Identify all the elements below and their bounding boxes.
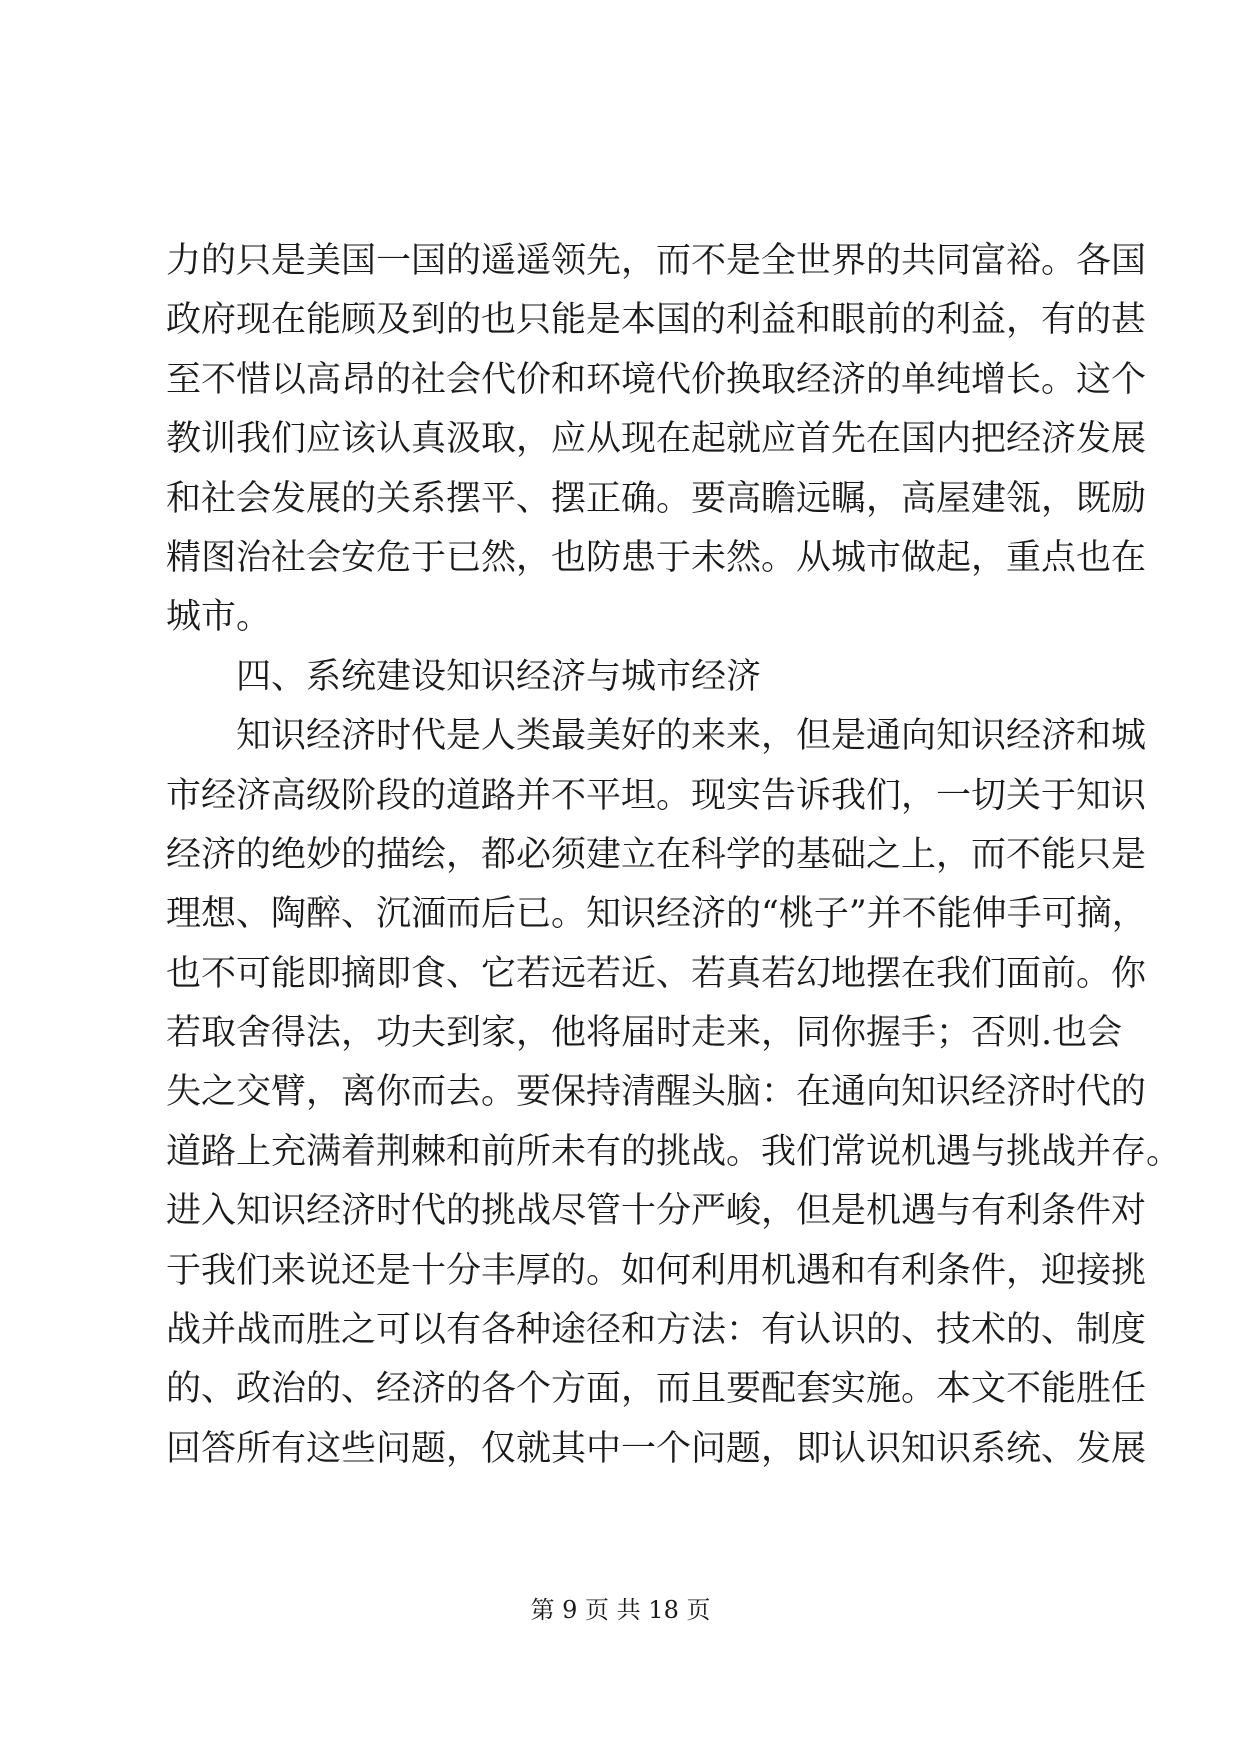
text-line: 力的只是美国一国的遥遥领先，而不是全世界的共同富裕。各国 <box>166 241 1147 281</box>
text-line: 若取舍得法，功夫到家，他将届时走来，同你握手；否则.也会 <box>166 1013 1123 1054</box>
text-line: 进入知识经济时代的挑战尽管十分严峻，但是机遇与有利条件对 <box>166 1191 1147 1232</box>
page-footer: 第 9 页 共 18 页 <box>530 1596 711 1624</box>
text-line: 教训我们应该认真汲取，应从现在起就应首先在国内把经济发展 <box>166 419 1147 460</box>
body-text <box>166 232 1182 1479</box>
text-line: 政府现在能顾及到的也只能是本国的利益和眼前的利益，有的甚 <box>166 300 1147 341</box>
text-line: 城市。 <box>166 597 272 638</box>
text-line: 和社会发展的关系摆平、摆正确。要高瞻远瞩，高屋建瓴，既励 <box>166 478 1147 519</box>
text-line: 回答所有这些问题，仅就其中一个问题，即认识知识系统、发展 <box>166 1428 1147 1469</box>
text-line: 于我们来说还是十分丰厚的。如何利用机遇和有利条件，迎接挑 <box>166 1250 1147 1291</box>
section-heading: 四、系统建设知识经济与城市经济 <box>236 656 762 697</box>
text-line: 也不可能即摘即食、它若远若近、若真若幻地摆在我们面前。你 <box>166 953 1147 994</box>
text-line: 战并战而胜之可以有各种途径和方法：有认识的、技术的、制度 <box>166 1310 1147 1351</box>
text-line: 精图治社会安危于已然，也防患于未然。从城市做起，重点也在 <box>166 537 1147 578</box>
text-line: 市经济高级阶段的道路并不平坦。现实告诉我们，一切关于知识 <box>166 775 1147 816</box>
text-line: 经济的绝妙的描绘，都必须建立在科学的基础之上，而不能只是 <box>166 834 1147 875</box>
text-line: 至不惜以高昂的社会代价和环境代价换取经济的单纯增长。这个 <box>166 359 1147 400</box>
text-line: 道路上充满着荆棘和前所未有的挑战。我们常说机遇与挑战并存。 <box>166 1131 1182 1172</box>
text-line: 知识经济时代是人类最美好的来来，但是通向知识经济和城 <box>236 716 1147 757</box>
text-line: 理想、陶醉、沉湎而后已。知识经济的“桃子”并不能伸手可摘， <box>166 894 1147 935</box>
text-line: 失之交臂，离你而去。要保持清醒头脑：在通向知识经济时代的 <box>166 1072 1147 1113</box>
text-line: 的、政治的、经济的各个方面，而且要配套实施。本文不能胜任 <box>166 1369 1147 1410</box>
